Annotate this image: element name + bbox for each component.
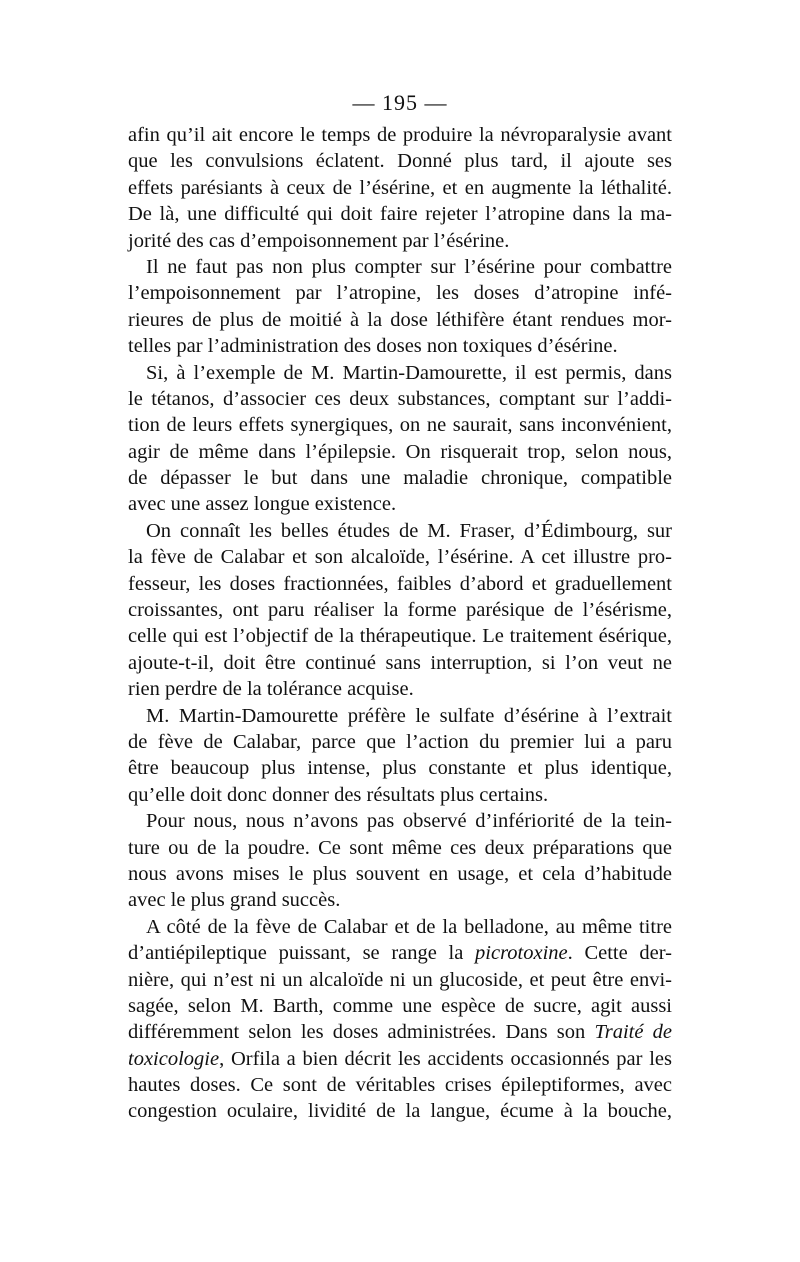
text-line: celle qui est l’objectif de la thérapeutique. Le traitement ésérique, (128, 625, 672, 648)
text-segment: , Orfila a bien décrit les accidents occasionnés par les (219, 1047, 672, 1070)
text-line: A côté de la fève de Calabar et de la belladone, au même titre (146, 915, 672, 938)
text-segment: d’antiépileptique puissant, se range la (128, 942, 464, 965)
text-line (128, 1046, 672, 1072)
text-line: avec le plus grand succès. (128, 889, 341, 912)
text-line: nous avons mises le plus souvent en usage, et cela d’habitude (128, 862, 672, 885)
text-line: de fève de Calabar, parce que l’action du premier lui a paru (128, 730, 672, 753)
text-line: nière, qui n’est ni un alcaloïde ni un glucoside, et peut être envi- (128, 968, 672, 991)
text-segment: . Cette der- (567, 942, 672, 965)
text-line: tion de leurs effets synergiques, on ne saurait, sans inconvénient, (128, 414, 672, 437)
italic-title: toxicologie (128, 1047, 220, 1070)
text-line: la fève de Calabar et son alcaloïde, l’ésérine. A cet illustre pro- (128, 546, 672, 569)
text-line: le tétanos, d’associer ces deux substances, comptant sur l’addi- (128, 387, 672, 410)
text-line (128, 940, 672, 966)
text-line (128, 1019, 672, 1045)
italic-title: Traité de (594, 1021, 673, 1044)
text-line: rien perdre de la tolérance acquise. (128, 678, 414, 701)
text-line: telles par l’administration des doses non toxiques d’ésérine. (128, 335, 618, 358)
text-line: jorité des cas d’empoisonnement par l’ésérine. (128, 229, 510, 252)
text-line: sagée, selon M. Barth, comme une espèce de sucre, agit aussi (128, 994, 672, 1017)
body-text (128, 122, 672, 1125)
text-line: Pour nous, nous n’avons pas observé d’infériorité de la tein- (146, 810, 672, 833)
text-line: agir de même dans l’épilepsie. On risquerait trop, selon nous, (128, 440, 672, 463)
text-line: hautes doses. Ce sont de véritables crises épileptiformes, avec (128, 1074, 672, 1097)
text-line: fesseur, les doses fractionnées, faibles d’abord et graduellement (128, 572, 672, 595)
text-line: congestion oculaire, lividité de la langue, écume à la bouche, (128, 1100, 672, 1123)
text-line: Si, à l’exemple de M. Martin-Damourette, il est permis, dans (146, 361, 672, 384)
text-line: afin qu’il ait encore le temps de produire la névroparalysie avant (128, 124, 672, 146)
text-line: M. Martin-Damourette préfère le sulfate d’ésérine à l’extrait (146, 704, 672, 727)
text-line: qu’elle doit donc donner des résultats plus certains. (128, 783, 549, 806)
text-line: effets parésiants à ceux de l’ésérine, et en augmente la léthalité. (128, 176, 672, 199)
text-line: ture ou de la poudre. Ce sont même ces deux préparations que (128, 836, 672, 859)
text-line: ajoute-t-il, doit être continué sans interruption, si l’on veut ne (128, 651, 672, 674)
page-number: — 195 — (352, 90, 448, 115)
text-line: On connaît les belles études de M. Fraser, d’Édimbourg, sur (146, 519, 672, 542)
italic-term: picrotoxine (475, 942, 568, 965)
text-line: être beaucoup plus intense, plus constante et plus identique, (128, 757, 672, 780)
text-line: Il ne faut pas non plus compter sur l’ésérine pour combattre (146, 255, 672, 278)
text-line: que les convulsions éclatent. Donné plus tard, il ajoute ses (128, 150, 672, 173)
text-line: avec une assez longue existence. (128, 493, 397, 516)
text-line: l’empoisonnement par l’atropine, les doses d’atropine infé- (128, 282, 672, 305)
text-line: rieures de plus de moitié à la dose léthifère étant rendues mor- (128, 308, 672, 331)
text-segment: différemment selon les doses administrées. Dans son (128, 1021, 586, 1044)
text-line: de dépasser le but dans une maladie chronique, compatible (128, 467, 672, 490)
text-line: De là, une difficulté qui doit faire rejeter l’atropine dans la ma- (128, 203, 672, 226)
text-line: croissantes, ont paru réaliser la forme parésique de l’ésérisme, (128, 599, 672, 622)
